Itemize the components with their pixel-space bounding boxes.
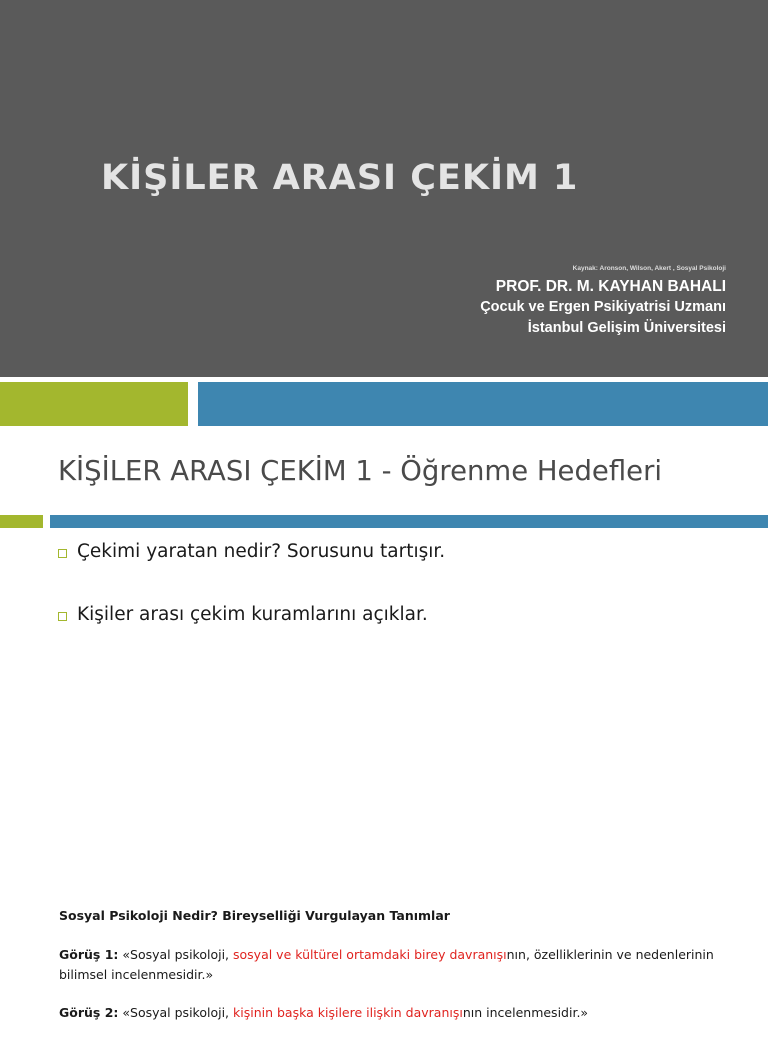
view-text-after: nın incelenmesidir.» <box>462 1005 589 1020</box>
objectives-list <box>58 541 738 625</box>
objective-item <box>58 604 738 625</box>
view-text-after: nın, özelliklerinin ve nedenlerinin bilimsel incelenmesidir.» <box>59 947 714 982</box>
title-underline-blue <box>50 515 768 528</box>
notes-heading: Sosyal Psikoloji Nedir? Bireyselliği Vurgulayan Tanımlar <box>59 908 450 923</box>
objective-item <box>58 541 738 562</box>
view-label: Görüş 2: <box>59 1005 119 1020</box>
author-block <box>480 276 726 339</box>
view-text-before: «Sosyal psikoloji, <box>118 1005 233 1020</box>
source-citation: Kaynak: Aronson, Wilson, Akert , Sosyal Psikoloji <box>572 265 726 272</box>
view-highlight: sosyal ve kültürel ortamdaki birey davranışı <box>233 947 507 962</box>
square-bullet-icon <box>58 612 67 621</box>
title-slide-heading: KİŞİLER ARASI ÇEKİM 1 <box>101 158 579 198</box>
square-bullet-icon <box>58 549 67 558</box>
accent-bar-blue <box>198 382 768 426</box>
view-paragraph <box>59 945 749 985</box>
objective-text: Çekimi yaratan nedir? Sorusunu tartışır. <box>77 541 446 562</box>
learning-objectives-title: KİŞİLER ARASI ÇEKİM 1 - Öğrenme Hedefleri <box>58 455 663 487</box>
author-title: Çocuk ve Ergen Psikiyatrisi Uzmanı <box>480 299 726 315</box>
view-text-before: «Sosyal psikoloji, <box>118 947 233 962</box>
title-slide <box>0 0 768 377</box>
accent-bar-green <box>0 382 188 426</box>
author-affiliation: İstanbul Gelişim Üniversitesi <box>527 320 726 336</box>
title-underline-green <box>0 515 43 528</box>
author-name: PROF. DR. M. KAYHAN BAHALI <box>495 278 726 295</box>
view-highlight: kişinin başka kişilere ilişkin davranışı <box>233 1005 463 1020</box>
notes-section <box>59 908 749 1041</box>
view-paragraph <box>59 1003 749 1023</box>
objective-text: Kişiler arası çekim kuramlarını açıklar. <box>77 604 428 625</box>
view-label: Görüş 1: <box>59 947 119 962</box>
